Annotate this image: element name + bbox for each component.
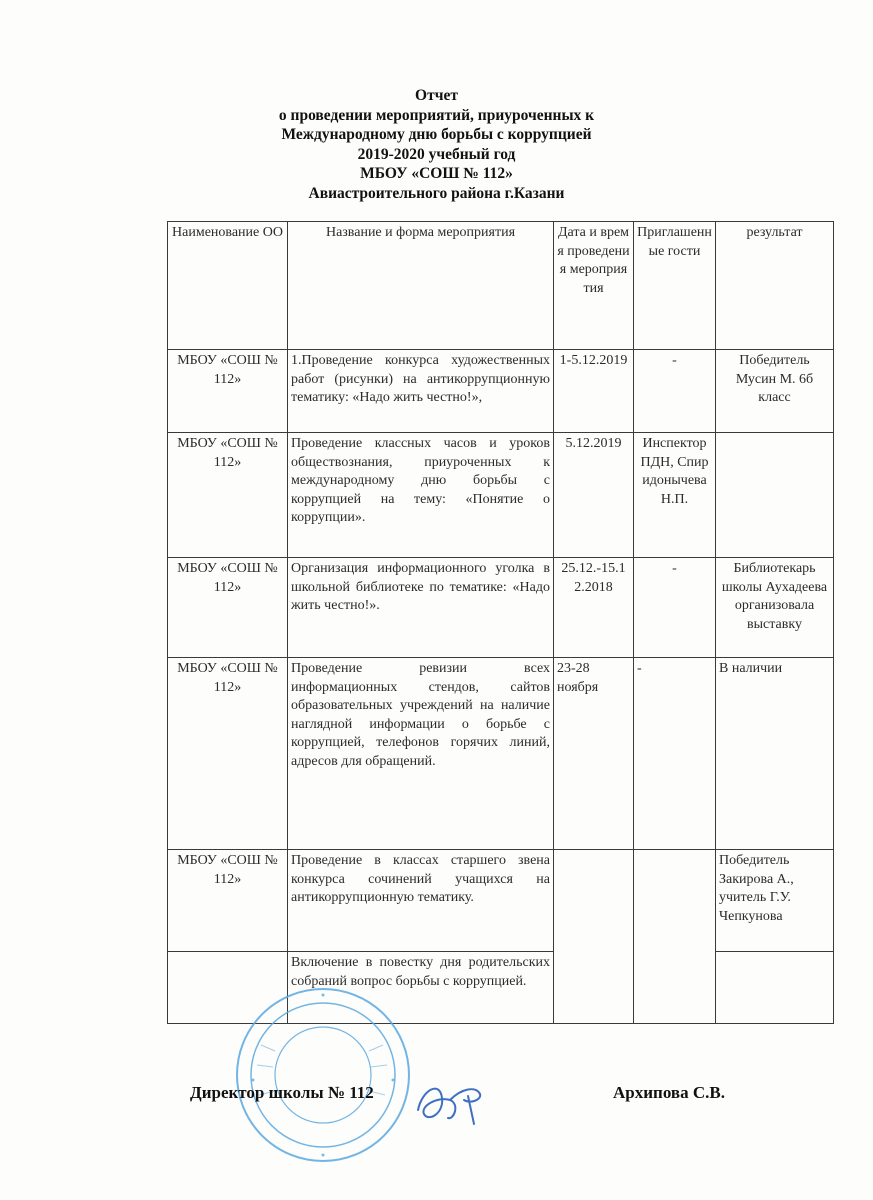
col-header-date: Дата и время проведения мероприятия [554,222,634,350]
title-line-3: Международному дню борьбы с коррупцией [281,126,592,143]
cell-result [716,952,834,1024]
school-stamp-icon [233,985,413,1165]
table-row [168,350,834,433]
col-header-event: Название и форма мероприятия [288,222,554,350]
cell-guests: - [634,558,716,658]
cell-date: 1-5.12.2019 [554,350,634,433]
table-row [168,850,834,952]
cell-result: Победитель Закирова А., учитель Г.У. Чепкунова [716,850,834,952]
cell-date: 23-28 ноября [554,658,634,850]
col-header-result: результат [716,222,834,350]
cell-event: Проведение классных часов и уроков обществознания, приуроченных к международному дню борьбы с коррупцией на тему: «Понятие о коррупции». [288,433,554,558]
cell-date-merged [554,850,634,1024]
report-title [0,86,873,203]
table-header-row [168,222,834,350]
cell-guests-merged [634,850,716,1024]
cell-result [716,433,834,558]
title-line-2: о проведении мероприятий, приуроченных к [278,106,595,124]
cell-event: Проведение ревизии всех информационных стендов, сайтов образовательных учреждений на наличие наглядной информации о борьбе с коррупцией, телефонов горячих линий, адресов для обращений. [288,658,554,850]
cell-result: Победитель Мусин М. 6б класс [716,350,834,433]
title-line-6: Авиастроительного района г.Казани [308,184,565,202]
cell-guests: - [634,658,716,850]
director-name: Архипова С.В. [613,1083,725,1102]
cell-event: Включение в повестку дня родительских собраний вопрос борьбы с коррупцией. [288,952,554,1024]
cell-date: 5.12.2019 [554,433,634,558]
cell-org: МБОУ «СОШ № 112» [168,558,288,658]
cell-org: МБОУ «СОШ № 112» [168,350,288,433]
cell-event: Проведение в классах старшего звена конкурса сочинений учащихся на антикоррупционную тематику. [288,850,554,952]
signature-icon [410,1070,500,1130]
cell-date: 25.12.-15.12.2018 [554,558,634,658]
cell-org: МБОУ «СОШ № 112» [168,433,288,558]
cell-result: В наличии [716,658,834,850]
table-row [168,433,834,558]
cell-guests: Инспектор ПДН, Спиридонычева Н.П. [634,433,716,558]
title-line-5: МБОУ «СОШ № 112» [360,165,513,182]
table-row [168,558,834,658]
cell-event: 1.Проведение конкурса художественных работ (рисунки) на антикоррупционную тематику: «Надо жить честно!», [288,350,554,433]
col-header-guests: Приглашенные гости [634,222,716,350]
cell-org: МБОУ «СОШ № 112» [168,658,288,850]
title-line-1: Отчет [415,87,458,104]
title-line-4: 2019-2020 учебный год [357,145,516,163]
director-label: Директор школы № 112 [190,1083,374,1102]
col-header-org: Наименование ОО [168,222,288,350]
events-table [167,221,834,1024]
table-row [168,658,834,850]
cell-guests: - [634,350,716,433]
cell-org: МБОУ «СОШ № 112» [168,850,288,952]
cell-event: Организация информационного уголка в школьной библиотеке по тематике: «Надо жить честно!». [288,558,554,658]
cell-result: Библиотекарь школы Аухадеева организовала выставку [716,558,834,658]
